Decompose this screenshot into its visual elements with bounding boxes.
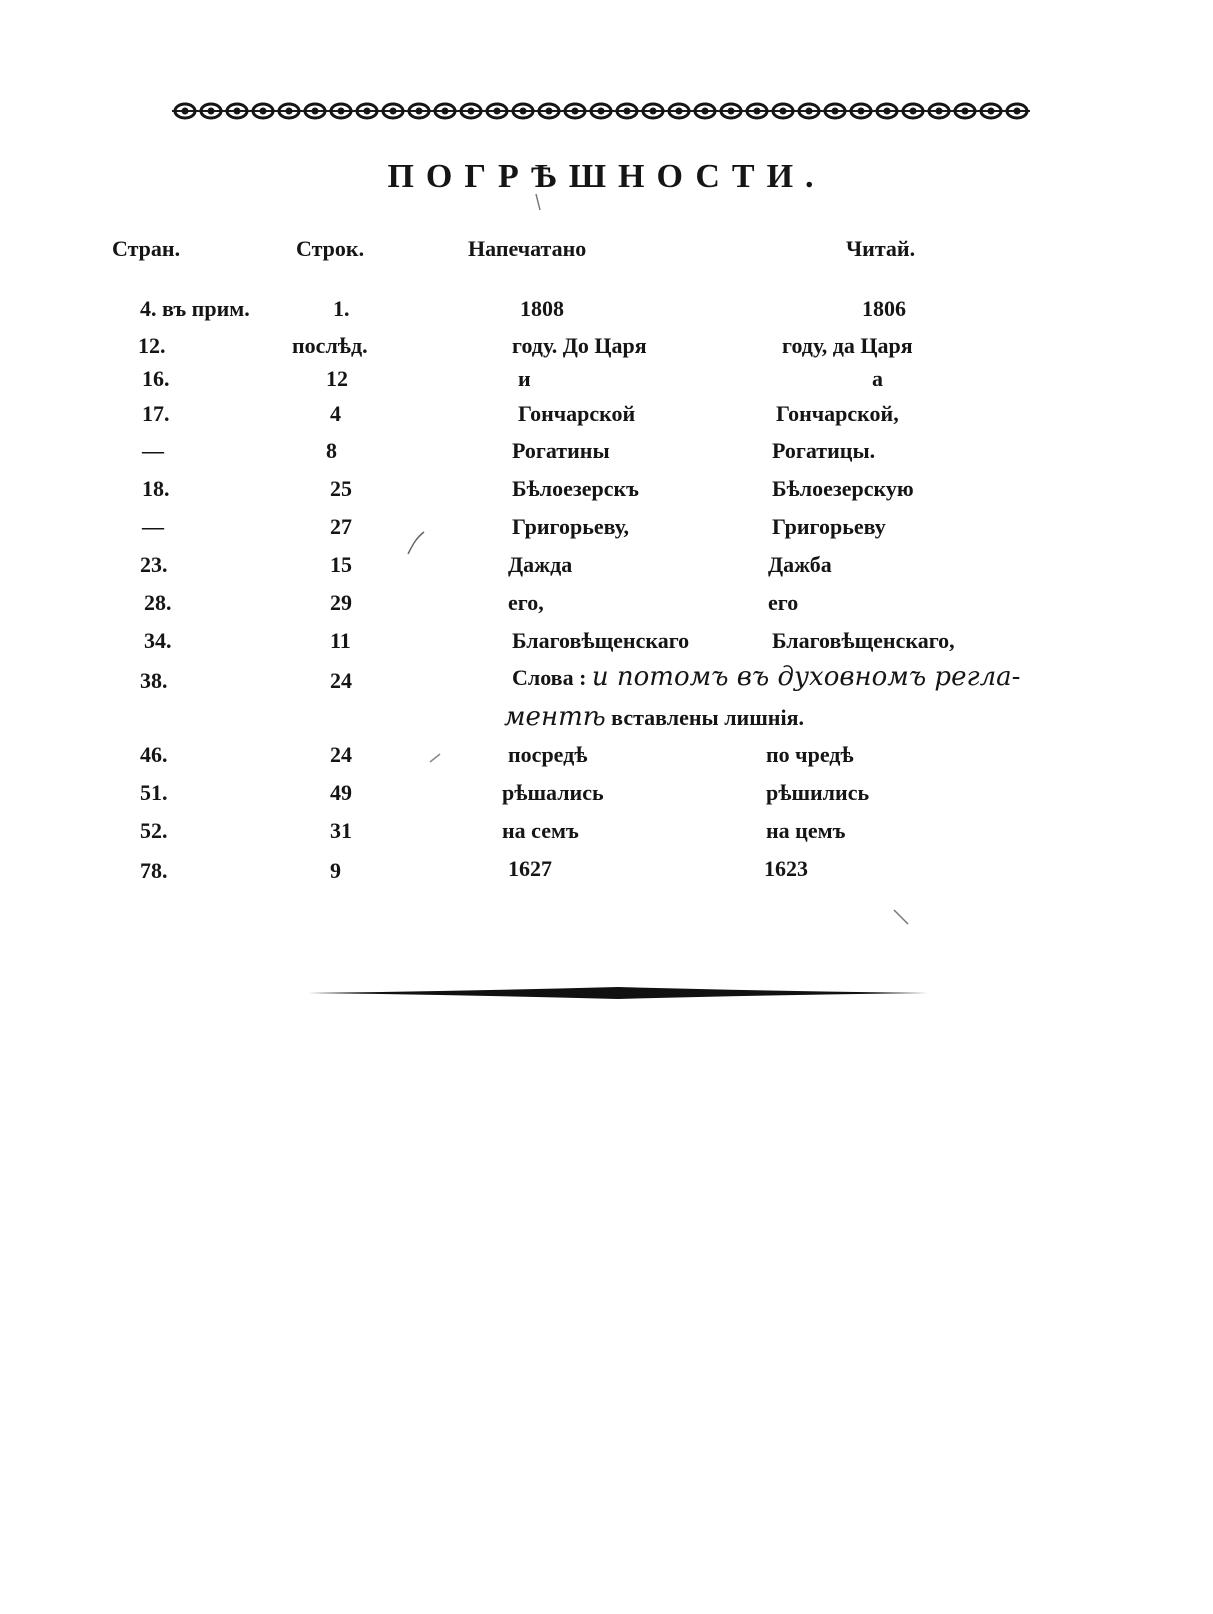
read-cell: Рогатицы. (772, 438, 876, 463)
ornament-dot (781, 109, 785, 113)
ornament-dot (625, 109, 629, 113)
ornament-dot (235, 109, 239, 113)
ornament-dot (261, 109, 265, 113)
line-cell: 49 (330, 780, 352, 805)
read-cell: его (768, 590, 799, 615)
page-title: ПОГРѢШНОСТИ. (387, 158, 826, 195)
ornament-dot (469, 109, 473, 113)
ornament-dot (911, 109, 915, 113)
note-suffix: вставлены лишнія. (611, 705, 804, 730)
page-cell: 4. въ прим. (140, 296, 250, 321)
page-cell: 52. (140, 818, 168, 843)
ornament-dot (287, 109, 291, 113)
ornament-dot (599, 109, 603, 113)
page-cell: 51. (140, 780, 168, 805)
line-cell: 12 (326, 366, 348, 391)
ornament-dot (183, 109, 187, 113)
ornament-dot (521, 109, 525, 113)
line-cell: послѣд. (292, 333, 368, 358)
line-cell: 11 (330, 628, 351, 653)
page-cell: 46. (140, 742, 168, 767)
read-cell: 1806 (862, 296, 906, 321)
line-cell: 31 (330, 818, 352, 843)
ornament-dot (1015, 109, 1019, 113)
line-cell: 1. (333, 296, 350, 321)
ornament-dot (677, 109, 681, 113)
ornament-dot (651, 109, 655, 113)
stray-mark (892, 908, 912, 928)
read-cell: рѣшились (766, 780, 870, 805)
page-cell: 78. (140, 858, 168, 883)
ornament-dot (755, 109, 759, 113)
ornament-dot (989, 109, 993, 113)
printed-cell: рѣшались (502, 780, 604, 805)
page-cell: 28. (144, 590, 172, 615)
page-cell: — (142, 514, 164, 539)
printed-cell: Бѣлоезерскъ (512, 476, 639, 501)
printed-cell: году. До Царя (512, 333, 647, 358)
ornament-dot (365, 109, 369, 113)
page-cell: — (142, 438, 164, 463)
read-cell: на цемъ (766, 818, 846, 843)
ornament-dot (963, 109, 967, 113)
header-read: Читай. (846, 236, 916, 261)
ornament-dot (547, 109, 551, 113)
ornament-dot (417, 109, 421, 113)
ornament-dot (339, 109, 343, 113)
read-cell: а (872, 366, 883, 391)
page-cell: 18. (142, 476, 170, 501)
page-cell: 23. (140, 552, 168, 577)
printed-cell: его, (508, 590, 544, 615)
read-cell: году, да Царя (782, 333, 913, 358)
line-cell: 27 (330, 514, 352, 539)
errata-note-line-1 (512, 664, 1020, 691)
read-cell: 1623 (764, 856, 808, 881)
printed-cell: Гончарской (518, 401, 636, 426)
printed-cell: и (518, 366, 531, 391)
stray-mark (428, 752, 442, 764)
header-printed: Напечатано (468, 236, 587, 261)
line-cell: 4 (330, 401, 341, 426)
ornament-dot (573, 109, 577, 113)
printed-cell: Григорьеву, (512, 514, 630, 539)
closing-rule (308, 986, 928, 1000)
ornament-dot (859, 109, 863, 113)
read-cell: Гончарской, (776, 401, 899, 426)
line-cell: 24 (330, 668, 352, 693)
header-page: Стран. (112, 236, 181, 261)
stray-mark (534, 192, 544, 212)
page-cell: 16. (142, 366, 170, 391)
read-cell: Дажба (768, 552, 832, 577)
printed-cell: Дажда (508, 552, 573, 577)
read-cell: Григорьеву (772, 514, 886, 539)
page-cell: 17. (142, 401, 170, 426)
ornament-dot (313, 109, 317, 113)
read-cell: Благовѣщенскаго, (772, 628, 955, 653)
ornament-dot (937, 109, 941, 113)
line-cell: 24 (330, 742, 352, 767)
page-cell: 12. (138, 333, 166, 358)
ornament-dot (495, 109, 499, 113)
read-cell: по чредѣ (766, 742, 854, 767)
printed-cell: Рогатины (512, 438, 610, 463)
ornament-dot (833, 109, 837, 113)
line-cell: 8 (326, 438, 337, 463)
line-cell: 29 (330, 590, 352, 615)
ornamental-border (172, 100, 1030, 122)
printed-cell: Благовѣщенскаго (512, 628, 690, 653)
printed-cell: посредѣ (508, 742, 588, 767)
read-cell: Бѣлоезерскую (772, 476, 914, 501)
ornament-dot (729, 109, 733, 113)
page-cell: 38. (140, 668, 168, 693)
printed-cell: на семъ (502, 818, 579, 843)
line-cell: 9 (330, 858, 341, 883)
errata-note-line-2 (504, 704, 804, 731)
ornament-dot (391, 109, 395, 113)
note-italic-text: и потомъ въ духовномъ регла- (591, 662, 1021, 692)
note-italic-text: ментѣ (504, 702, 606, 732)
page-cell: 34. (144, 628, 172, 653)
note-prefix: Слова : (512, 665, 587, 690)
ornament-dot (443, 109, 447, 113)
stray-mark (404, 528, 428, 556)
header-line: Строк. (296, 236, 365, 261)
ornament-dot (885, 109, 889, 113)
printed-cell: 1627 (508, 856, 552, 881)
ornament-dot (807, 109, 811, 113)
line-cell: 15 (330, 552, 352, 577)
ornament-dot (209, 109, 213, 113)
printed-cell: 1808 (520, 296, 564, 321)
ornament-dot (703, 109, 707, 113)
line-cell: 25 (330, 476, 352, 501)
